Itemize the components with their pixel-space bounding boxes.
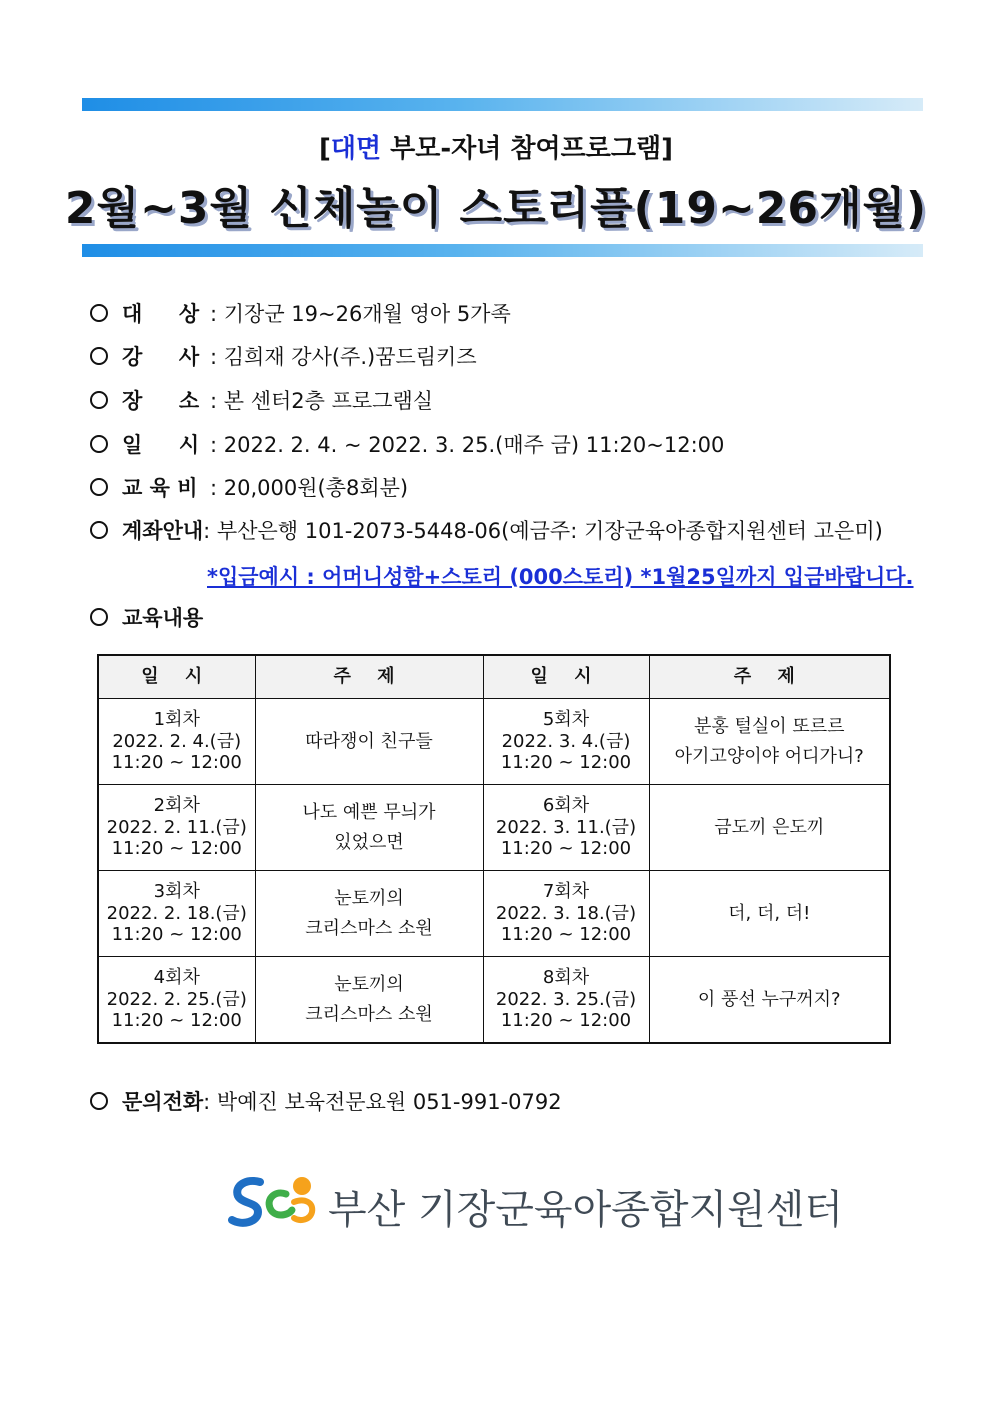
- table-header-row: [98, 655, 890, 699]
- bullet-circle-icon: [90, 391, 108, 409]
- table-row: [98, 957, 890, 1044]
- bullet-circle-icon: [90, 435, 108, 453]
- topic-cell: 눈토끼의 크리스마스 소원: [255, 957, 483, 1044]
- bullet-circle-icon: [90, 304, 108, 322]
- info-target: 대 상 : 기장군 19~26개월 영아 5가족: [90, 298, 511, 328]
- info-instructor: 강 사 : 김희재 강사(주.)꿈드림키즈: [90, 341, 477, 371]
- table-row: [98, 699, 890, 785]
- info-contact: 문의전화: 박예진 보육전문요원 051-991-0792: [90, 1086, 562, 1116]
- topic-cell: 금도끼 은도끼: [649, 785, 890, 871]
- schedule-table: [97, 654, 891, 1044]
- topic-cell: 따라쟁이 친구들: [255, 699, 483, 785]
- header-topic-1: 주 제: [255, 655, 483, 699]
- info-fee: 교 육 비 : 20,000원(총8회분): [90, 472, 408, 502]
- header-top-bar: [82, 98, 923, 111]
- session-cell: 2회차 2022. 2. 11.(금) 11:20 ~ 12:00: [98, 785, 255, 871]
- topic-cell: 나도 예쁜 무늬가 있었으면: [255, 785, 483, 871]
- info-account: 계좌안내: 부산은행 101-2073-5448-06(예금주: 기장군육아종합지원센터 고은미): [90, 515, 883, 545]
- logo-text: 부산 기장군육아종합지원센터: [328, 1187, 844, 1233]
- topic-cell: 분홍 털실이 또르르 아기고양이야 어디가니?: [649, 699, 890, 785]
- bullet-circle-icon: [90, 521, 108, 539]
- center-logo-icon: [228, 1172, 324, 1232]
- session-cell: 4회차 2022. 2. 25.(금) 11:20 ~ 12:00: [98, 957, 255, 1044]
- deposit-notice: *입금예시 : 어머니성함+스토리 (000스토리) *1월25일까지 입금바랍니다.: [207, 565, 914, 589]
- subtitle-highlight: 대면: [330, 134, 382, 164]
- header-date-2: 일 시: [483, 655, 649, 699]
- topic-cell: 눈토끼의 크리스마스 소원: [255, 871, 483, 957]
- center-logo: [228, 1172, 844, 1233]
- header-topic-2: 주 제: [649, 655, 890, 699]
- session-cell: 3회차 2022. 2. 18.(금) 11:20 ~ 12:00: [98, 871, 255, 957]
- info-content-heading: 교육내용: [90, 602, 203, 632]
- session-cell: 5회차 2022. 3. 4.(금) 11:20 ~ 12:00: [483, 699, 649, 785]
- topic-cell: 더, 더, 더!: [649, 871, 890, 957]
- info-place: 장 소 : 본 센터2층 프로그램실: [90, 385, 433, 415]
- header-date-1: 일 시: [98, 655, 255, 699]
- table-row: [98, 871, 890, 957]
- bullet-circle-icon: [90, 608, 108, 626]
- bullet-circle-icon: [90, 1092, 108, 1110]
- page-title: 2월~3월 신체놀이 스토리플(19~26개월): [64, 183, 928, 234]
- bullet-circle-icon: [90, 478, 108, 496]
- header-bottom-bar: [82, 244, 923, 257]
- session-cell: 7회차 2022. 3. 18.(금) 11:20 ~ 12:00: [483, 871, 649, 957]
- session-cell: 8회차 2022. 3. 25.(금) 11:20 ~ 12:00: [483, 957, 649, 1044]
- session-cell: 1회차 2022. 2. 4.(금) 11:20 ~ 12:00: [98, 699, 255, 785]
- info-date: 일 시 : 2022. 2. 4. ~ 2022. 3. 25.(매주 금) 11:20~12:00: [90, 429, 724, 459]
- topic-cell: 이 풍선 누구꺼지?: [649, 957, 890, 1044]
- session-cell: 6회차 2022. 3. 11.(금) 11:20 ~ 12:00: [483, 785, 649, 871]
- bullet-circle-icon: [90, 347, 108, 365]
- table-row: [98, 785, 890, 871]
- subtitle: [대면 부모-자녀 참여프로그램]: [318, 134, 674, 164]
